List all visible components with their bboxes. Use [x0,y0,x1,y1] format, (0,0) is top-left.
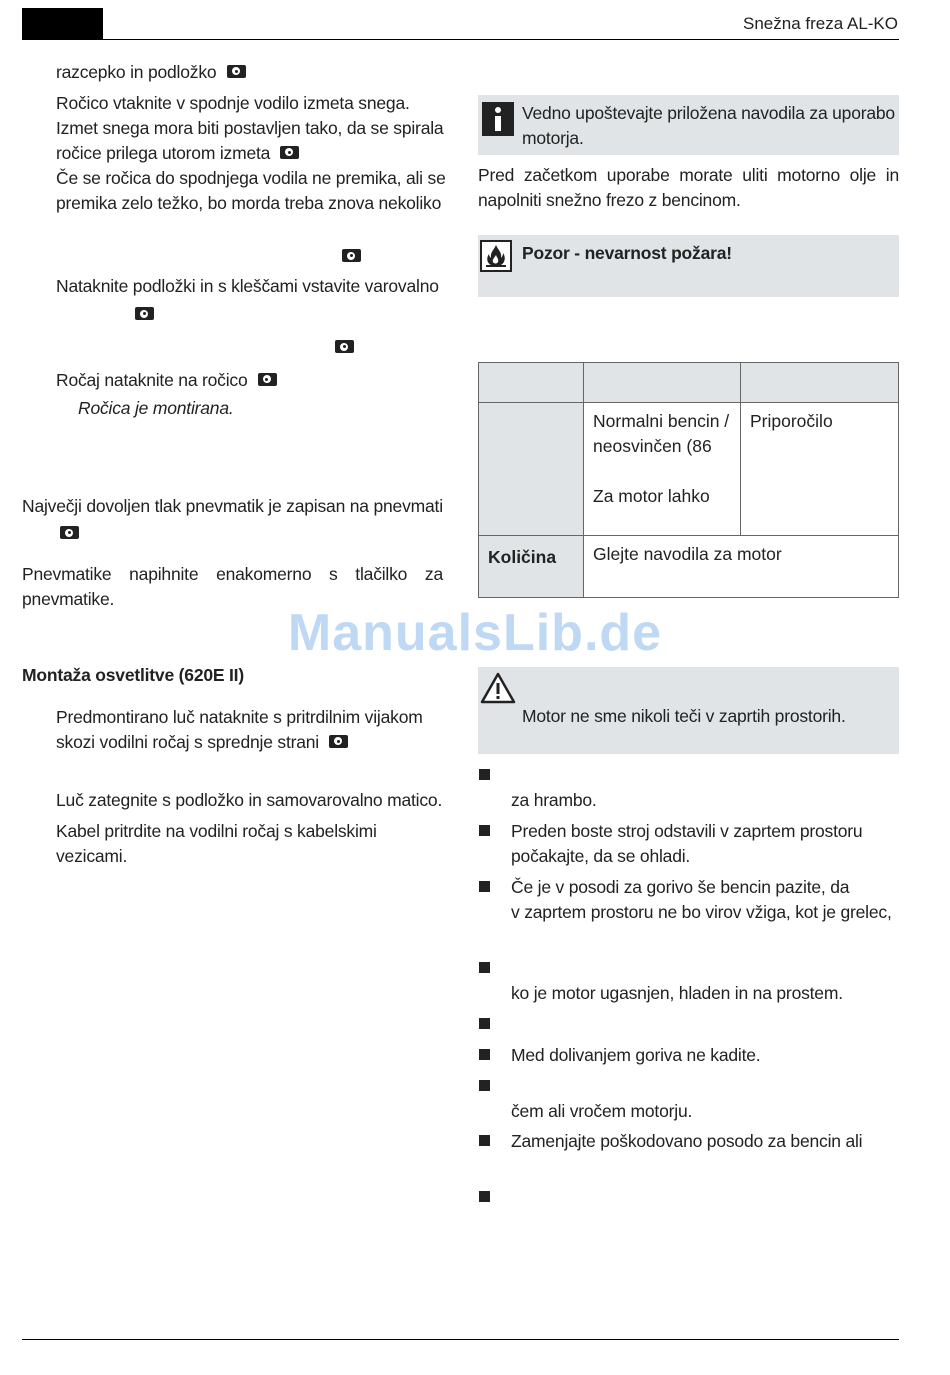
header-black-tab [22,8,103,40]
list-item: Zamenjajte poškodovano posodo za bencin ali [511,1131,863,1151]
tires-inflate-text: Pnevmatike napihnite enakomerno s tlačilko za pnevmatike. [22,564,443,609]
camera-icon [280,146,299,159]
warning-triangle-icon [480,672,516,704]
table-cell-fuel-type: Normalni bencin / neosvinčen (86 Za motor lahko [584,403,741,536]
fuel-table [478,362,899,598]
header-title: Snežna freza AL-KO [743,14,898,33]
fire-warning-box: Pozor - nevarnost požara! [478,235,899,297]
list-item: Preden boste stroj odstavili v zaprtem prostoru počakajte, da se ohladi. [511,821,863,866]
intro-text: Pred začetkom uporabe morate uliti motorno olje in napolniti snežno frezo z bencinom. [478,165,899,210]
bullet-marker [479,825,490,836]
list-item: čem ali vročem motorju. [511,1101,693,1121]
light-p2: Luč zategnite s podložko in samovarovalno matico. [56,790,443,810]
left-p4: Ročaj nataknite na ročico [56,368,277,393]
light-p1: Predmontirano luč nataknite s pritrdilnim vijakom skozi vodilni ročaj s sprednje strani [56,707,423,752]
warning-box: Motor ne sme nikoli teči v zaprtih prostorih. [478,667,899,754]
light-p3: Kabel pritrdite na vodilni ročaj s kabelskimi vezicami. [56,821,377,866]
bullet-marker [479,1135,490,1146]
camera-icon [329,735,348,748]
watermark: ManualsLib.de [287,604,663,662]
left-p3: Nataknite podložki in s kleščami vstavite varovalno [56,276,439,296]
list-item: Če je v posodi za gorivo še bencin pazite, da v zaprtem prostoru ne bo virov vžiga, kot je grelec, [511,877,892,922]
camera-icon [342,249,361,262]
left-p2: Ročico vtaknite v spodnje vodilo izmeta snega. Izmet snega mora biti postavljen tako, da se spirala ročice prilega utorom izmeta Če se ročica do spodnjega vodila ne premika, ali se premika zelo težko, bo morda treba znova nekoliko [56,93,446,213]
bullet-marker [479,1191,490,1202]
list-item: Med dolivanjem goriva ne kadite. [511,1045,761,1065]
camera-icon [60,526,79,539]
table-row-label [479,403,584,536]
light-heading: Montaža osvetlitve (620E II) [22,665,244,685]
tires-pressure-text: Največji dovoljen tlak pnevmatik je zapisan na pnevmati [22,496,443,516]
info-box: Vedno upoštevajte priložena navodila za uporabo motorja. [478,95,899,155]
camera-icon [335,340,354,353]
bullet-marker [479,962,490,973]
camera-icon [227,65,246,78]
table-header-cell [741,363,899,403]
footer-rule [22,1339,899,1340]
bullet-marker [479,1049,490,1060]
list-item: ko je motor ugasnjen, hladen in na prostem. [511,983,843,1003]
bullet-marker [479,1018,490,1029]
header-rule [22,39,899,40]
table-cell-recommendation: Priporočilo [741,403,899,536]
table-header-cell [584,363,741,403]
left-p4-result: Ročica je montirana. [78,398,234,418]
left-p1: razcepko in podložko [56,60,246,85]
fire-hazard-icon [480,240,512,272]
bullet-marker [479,881,490,892]
table-row-label-quantity: Količina [479,536,584,598]
bullet-marker [479,769,490,780]
camera-icon [135,307,154,320]
camera-icon [258,373,277,386]
info-icon [482,102,514,136]
bullet-marker [479,1080,490,1091]
list-item: za hrambo. [511,790,597,810]
table-header-cell [479,363,584,403]
table-cell-quantity: Glejte navodila za motor [584,536,899,598]
